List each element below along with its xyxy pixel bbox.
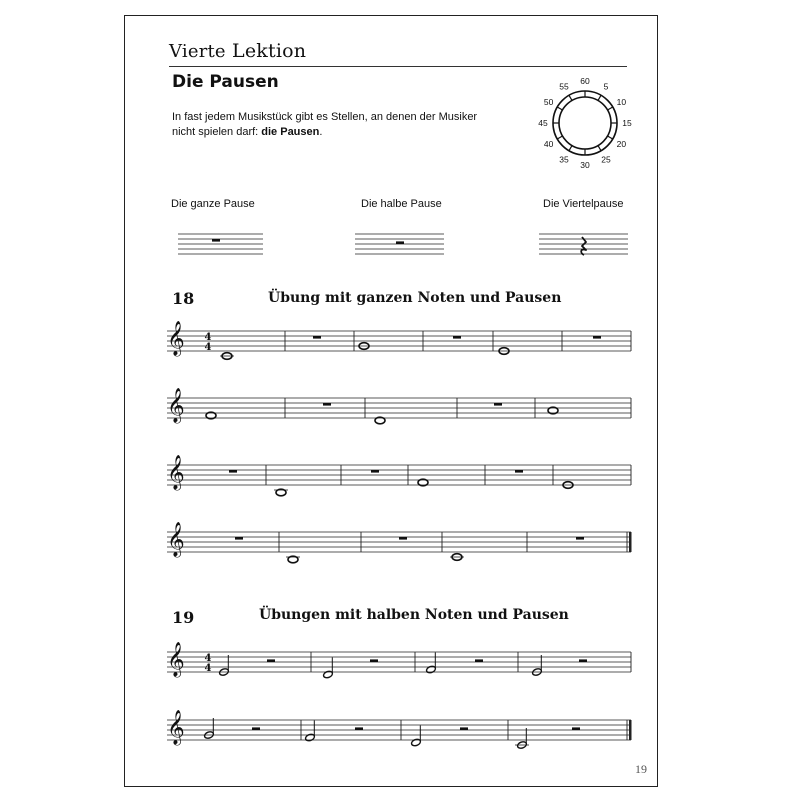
clock-label: 15 <box>622 118 632 128</box>
clock-label: 30 <box>580 160 590 168</box>
exercise-19-title: Übungen mit halben Noten und Pausen <box>259 607 569 623</box>
rest-label-whole: Die ganze Pause <box>171 198 255 210</box>
clock-label: 45 <box>538 118 548 128</box>
intro-bold: die Pausen <box>261 126 320 138</box>
half-rest <box>579 659 587 662</box>
treble-clef: 𝄞 <box>167 522 185 557</box>
whole-rest <box>576 537 584 540</box>
treble-clef: 𝄞 <box>167 455 185 490</box>
whole-rest <box>593 336 601 339</box>
clock-label: 55 <box>559 81 569 92</box>
clock-label: 5 <box>603 81 609 92</box>
intro-end: . <box>319 126 323 138</box>
time-signature-top: 4 <box>204 332 212 343</box>
clock-label: 60 <box>580 78 590 86</box>
whole-rest <box>212 239 220 242</box>
time-signature-bottom: 4 <box>204 663 212 674</box>
lesson-prefix: Vierte <box>169 41 226 62</box>
time-signature-bottom: 4 <box>204 342 212 353</box>
whole-rest <box>323 403 331 406</box>
treble-clef: 𝄞 <box>167 388 185 423</box>
treble-clef: 𝄞 <box>167 710 185 745</box>
clock-label: 40 <box>543 139 554 149</box>
whole-rest <box>515 470 523 473</box>
half-note <box>426 665 437 674</box>
treble-clef: 𝄞 <box>167 642 185 677</box>
whole-rest <box>235 537 243 540</box>
half-rest <box>396 241 404 244</box>
half-rest <box>355 727 363 730</box>
exercise-19-number: 19 <box>172 608 195 627</box>
quarter-rest <box>581 237 586 255</box>
rest-label-half: Die halbe Pause <box>361 198 442 210</box>
half-note <box>305 733 316 742</box>
exercise-18-number: 18 <box>172 289 195 308</box>
whole-rest <box>371 470 379 473</box>
page-number: 19 <box>635 762 647 776</box>
clock-label: 50 <box>543 97 554 107</box>
half-rest <box>370 659 378 662</box>
half-rest <box>267 659 275 662</box>
half-note <box>411 738 422 747</box>
clock-label: 35 <box>559 154 569 165</box>
whole-rest <box>453 336 461 339</box>
exercise-18-title: Übung mit ganzen Noten und Pausen <box>268 290 562 306</box>
half-note <box>323 670 334 679</box>
whole-rest <box>313 336 321 339</box>
time-signature-top: 4 <box>204 653 212 664</box>
final-barline-thick <box>629 532 632 552</box>
clock-label: 20 <box>616 139 627 149</box>
clock-label: 25 <box>601 154 611 165</box>
final-barline-thick <box>629 720 632 740</box>
half-rest <box>252 727 260 730</box>
half-rest <box>572 727 580 730</box>
whole-rest <box>229 470 237 473</box>
whole-rest <box>494 403 502 406</box>
intro-text: In fast jedem Musikstück gibt es Stellen, an denen der Musiker nicht spielen darf: <box>172 111 478 138</box>
whole-rest <box>399 537 407 540</box>
half-rest <box>460 727 468 730</box>
section-title: Die Pausen <box>172 72 279 92</box>
lesson-word: Lektion <box>232 40 307 62</box>
rest-label-quarter: Die Viertelpause <box>543 198 624 210</box>
half-rest <box>475 659 483 662</box>
clock-label: 10 <box>616 97 627 107</box>
treble-clef: 𝄞 <box>167 321 185 356</box>
